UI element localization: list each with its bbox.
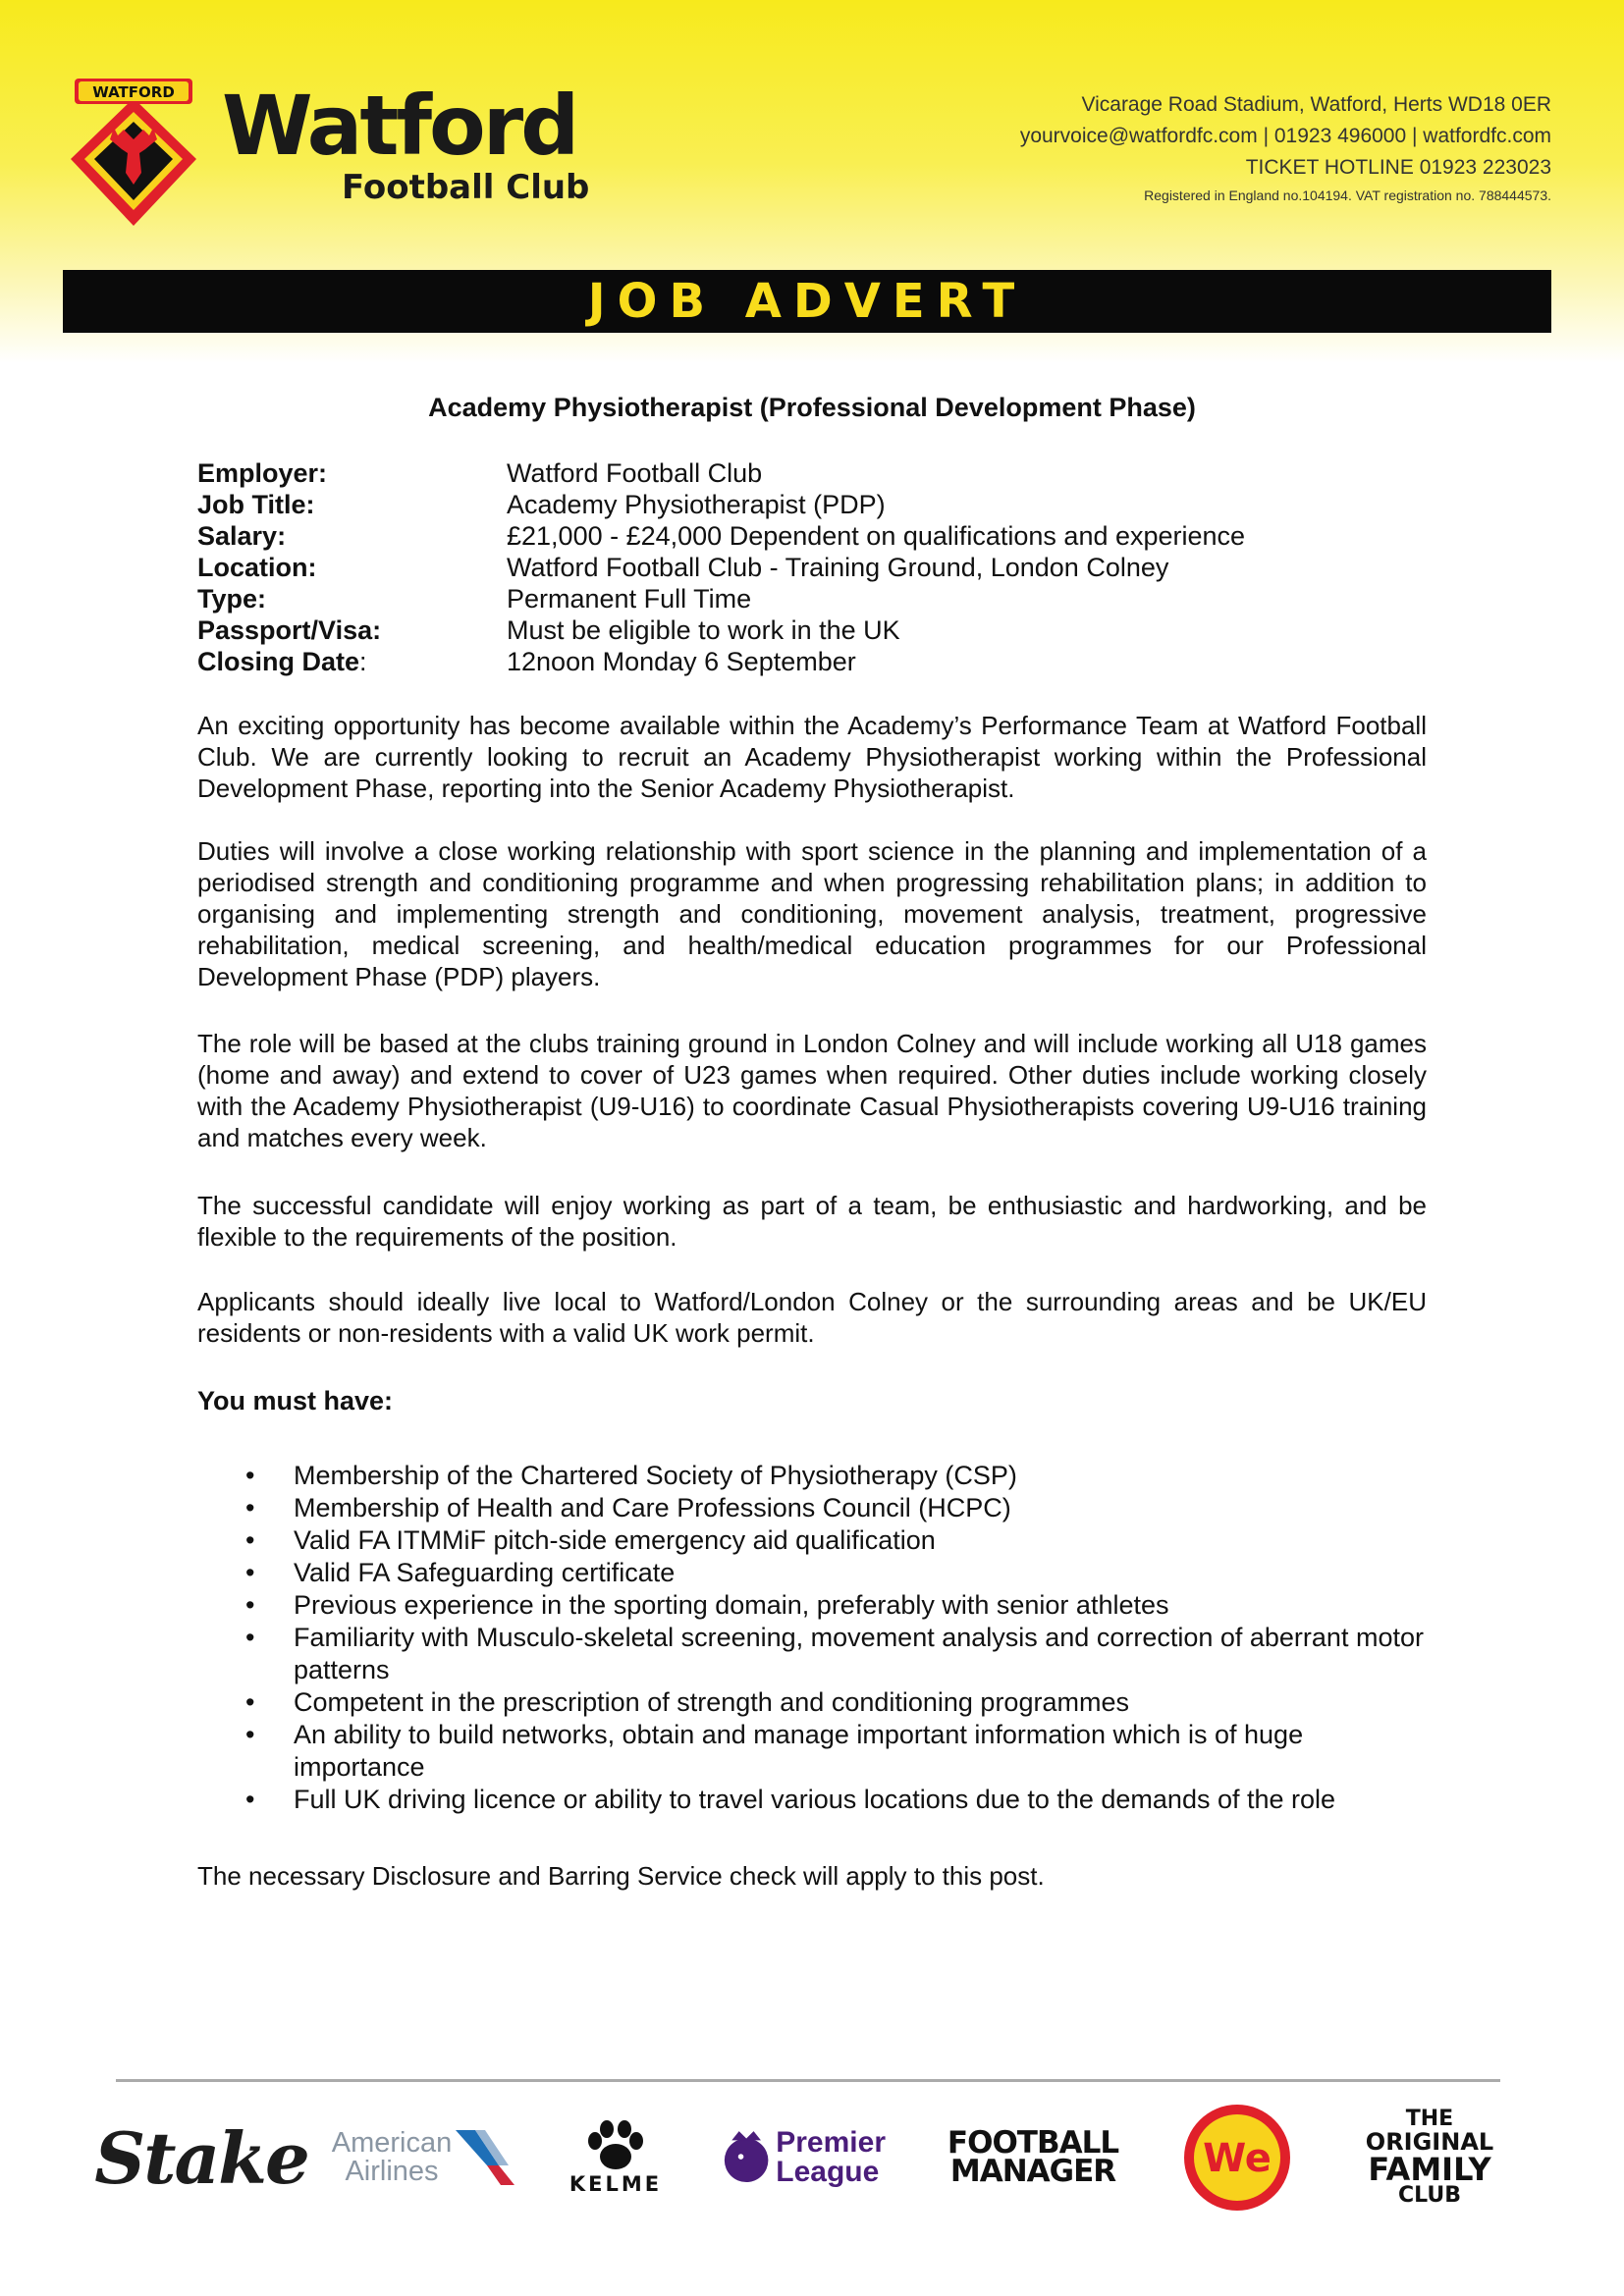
sponsor-aa-line: American (331, 2127, 453, 2159)
we-badge-icon (1182, 2103, 1292, 2213)
sponsor-fm-wordmark (947, 2124, 1119, 2189)
sponsor-we-logo (1178, 2101, 1296, 2215)
detail-label: Salary: (197, 521, 287, 551)
list-item (197, 1524, 1427, 1557)
detail-row-job-title (197, 489, 1245, 520)
brand-name: Watford (222, 78, 577, 174)
crest-label: WATFORD (92, 83, 175, 101)
candidate-paragraph: The successful candidate will enjoy working as part of a team, be enthusiastic and hardworking, and be flexible to the requirements of the position. (197, 1191, 1427, 1252)
sponsor-original-family-club-logo (1361, 2101, 1498, 2215)
detail-row-passport-visa (197, 614, 1245, 646)
list-item (197, 1622, 1427, 1686)
job-title-heading: Academy Physiotherapist (Professional Development Phase) (428, 393, 1196, 422)
list-item (197, 1686, 1427, 1719)
detail-value: Watford Football Club - Training Ground, London Colney (507, 553, 1169, 582)
detail-label: Job Title: (197, 490, 315, 519)
sponsor-fm-line: FOOTBALL (947, 2124, 1119, 2161)
banner-text: JOB ADVERT (587, 274, 1027, 329)
address: Vicarage Road Stadium, Watford, Herts WD18 0ER (1081, 93, 1551, 116)
sponsor-football-manager-logo (943, 2101, 1123, 2215)
list-item-text: Valid FA Safeguarding certificate (294, 1558, 676, 1587)
sponsor-ofc-line: CLUB (1397, 2183, 1461, 2208)
sponsor-pl-line: Premier (776, 2126, 886, 2159)
sponsor-ofc-line: THE (1405, 2107, 1454, 2131)
contact-block (1020, 94, 1551, 202)
detail-label: Location: (197, 553, 317, 582)
detail-label: Type: (197, 584, 267, 614)
sponsor-stake-text: Stake (94, 2115, 308, 2200)
detail-row-location (197, 552, 1245, 583)
detail-value: Watford Football Club (507, 458, 763, 488)
bullet-icon: • (245, 1785, 255, 1814)
detail-label: Passport/Visa: (197, 615, 382, 645)
detail-value: 12noon Monday 6 September (507, 647, 856, 676)
detail-value: Academy Physiotherapist (PDP) (507, 490, 886, 519)
sponsor-ofc-wordmark (1366, 2109, 1493, 2207)
intro-paragraph: An exciting opportunity has become available within the Academy’s Performance Team at Watford Football Club. We are currently looking to recruit an Academy Physiotherapist working within the Professional Development Phase, reporting into the Senior Academy Physiotherapist. (197, 711, 1427, 803)
bullet-icon: • (245, 1558, 255, 1587)
sponsor-aa-line: Airlines (345, 2156, 439, 2187)
sponsor-fm-line: MANAGER (949, 2154, 1116, 2189)
bullet-icon: • (245, 1720, 255, 1749)
requirements-heading: You must have: (197, 1386, 394, 1415)
lion-head-icon (723, 2127, 770, 2188)
list-item-text: Membership of the Chartered Society of Physiotherapy (CSP) (294, 1461, 1017, 1490)
list-item (197, 1492, 1427, 1524)
watford-crest-logo (67, 77, 200, 230)
sponsor-aa-wordmark (332, 2129, 453, 2186)
detail-row-closing-date (197, 646, 1245, 677)
list-item-text: Competent in the prescription of strength and conditioning programmes (294, 1687, 1129, 1717)
closing-note: The necessary Disclosure and Barring Service check will apply to this post. (197, 1861, 1045, 1891)
list-item-text: Full UK driving licence or ability to travel various locations due to the demands of the role (294, 1785, 1336, 1814)
footer-divider (116, 2079, 1500, 2082)
detail-label-text: Closing Date (197, 647, 360, 676)
detail-value: £21,000 - £24,000 Dependent on qualifications and experience (507, 521, 1246, 551)
duties-paragraph: Duties will involve a close working relationship with sport science in the planning and implementation of a periodised strength and conditioning programme and when progressing rehabilitation plans; in addition to organising and implementing strength and conditioning, movement analysis, treatment, progressive rehabilitation, medical screening, and health/medical education programmes for our Professional Development Phase (PDP) players. (197, 836, 1427, 991)
sponsor-american-airlines-logo (322, 2101, 528, 2215)
bullet-icon: • (245, 1623, 255, 1652)
flight-symbol-icon (452, 2126, 518, 2189)
list-item (197, 1557, 1427, 1589)
list-item-text: Familiarity with Musculo-skeletal screening, movement analysis and correction of aberrant motor patterns (294, 1623, 1424, 1684)
detail-label: Employer: (197, 458, 328, 488)
sponsor-kelme-logo (560, 2101, 672, 2215)
job-details (197, 457, 1245, 677)
detail-row-employer (197, 457, 1245, 489)
sponsor-pl-line: League (776, 2156, 880, 2188)
detail-row-type (197, 583, 1245, 614)
list-item-text: An ability to build networks, obtain and manage important information which is of huge importance (294, 1720, 1304, 1782)
ticket-hotline: TICKET HOTLINE 01923 223023 (1245, 156, 1551, 179)
list-item-text: Membership of Health and Care Professions Council (HCPC) (294, 1493, 1011, 1522)
requirements-list (197, 1460, 1427, 1816)
bullet-icon: • (245, 1493, 255, 1522)
list-item (197, 1460, 1427, 1492)
applicants-paragraph: Applicants should ideally live local to Watford/London Colney or the surrounding areas and be UK/EU residents or non-residents with a valid UK work permit. (197, 1287, 1427, 1348)
detail-label-colon: : (359, 647, 367, 676)
detail-value: Must be eligible to work in the UK (507, 615, 900, 645)
list-item-text: Previous experience in the sporting domain, preferably with senior athletes (294, 1590, 1169, 1620)
list-item (197, 1589, 1427, 1622)
list-item (197, 1719, 1427, 1784)
list-item-text: Valid FA ITMMiF pitch-side emergency aid qualification (294, 1525, 936, 1555)
bullet-icon: • (245, 1590, 255, 1620)
sponsor-we-text: We (1203, 2136, 1272, 2181)
role-paragraph: The role will be based at the clubs training ground in London Colney and will include working all U18 games (home and away) and extend to cover of U23 games when required. Other duties include working closely with the Academy Physiotherapist (U9-U16) to coordinate Casual Physiotherapists covering U9-U16 training and matches every week. (197, 1029, 1427, 1152)
job-advert-banner (63, 270, 1551, 333)
detail-value: Permanent Full Time (507, 584, 752, 614)
bullet-icon: • (245, 1525, 255, 1555)
list-item (197, 1784, 1427, 1816)
sponsor-stake-logo (94, 2101, 308, 2215)
brand-subtitle: Football Club (342, 168, 590, 207)
detail-label (197, 646, 507, 677)
sponsor-ofc-line: FAMILY (1368, 2151, 1491, 2188)
sponsor-kelme-text: KELME (568, 2172, 663, 2196)
contact-line: yourvoice@watfordfc.com | 01923 496000 | watfordfc.com (1019, 125, 1551, 147)
bullet-icon: • (245, 1461, 255, 1490)
sponsor-ofc-line: ORIGINAL (1365, 2128, 1494, 2156)
detail-row-salary (197, 520, 1245, 552)
bullet-icon: • (245, 1687, 255, 1717)
sponsor-premier-league-logo (723, 2101, 886, 2215)
paw-icon (585, 2119, 646, 2172)
registration-info: Registered in England no.104194. VAT registration no. 788444573. (1144, 187, 1551, 203)
sponsor-pl-wordmark (776, 2128, 886, 2187)
